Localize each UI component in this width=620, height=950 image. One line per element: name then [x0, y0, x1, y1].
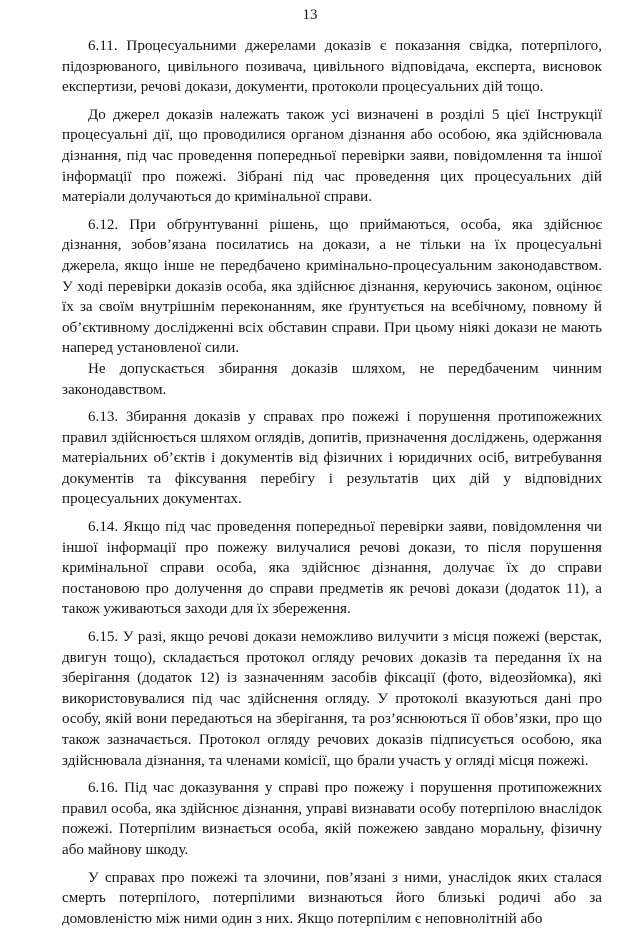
page-number: 13: [302, 7, 318, 23]
paragraph-6-13: 6.13. Збирання доказів у справах про пожежі і порушення протипожежних правил здійснюється шляхом оглядів, допитів, призначення досліджень, одержання матеріальних об’єктів і документів від фізичних і юридичних осіб, витребування документів та фіксування перебігу і результатів цих дій у відповідних процесуальних документах.: [62, 409, 602, 508]
paragraph-6-11: 6.11. Процесуальними джерелами доказів є показання свідка, потерпілого, підозрюваного, цивільного позивача, цивільного відповідача, експерта, висновок експертизи, речові докази, документи, протоколи процесуальних дій тощо.: [62, 38, 602, 96]
paragraph-victims-relatives: У справах про пожежі та злочини, пов’язані з ними, унаслідок яких сталася смерть потерпілого, потерпілими визнаються його близькі родичі або за домовленістю між ними один з них. Якщо потерпілим є неповнолітній або: [62, 869, 602, 927]
paragraph-collection-prohibition: Не допускається збирання доказів шляхом, не передбаченим чинним законодавством.: [62, 360, 602, 398]
paragraph-evidence-sources: До джерел доказів належать також усі визначені в розділі 5 цієї Інструкції процесуальні дії, що проводилися органом дізнання або особою, яка здійснювала дізнання, під час проведення попередньої перевірки заяви, повідомлення та іншої інформації про пожежі. Зібрані під час проведення цих процесуальних дій матеріали долучаються до кримінальної справи.: [62, 106, 602, 206]
paragraph-6-12: 6.12. При обґрунтуванні рішень, що приймаються, особа, яка здійснює дізнання, зобов’язана посилатись на докази, а не тільки на їх процесуальні джерела, якщо інше не передбачено кримінально-процесуальним законодавством. У ході перевірки доказів особа, яка здійснює дізнання, керуючись законом, оцінює їх за своїм внутрішнім переконанням, яке ґрунтується на всебічному, повному й об’єктивному дослідженні всіх обставин справи. При цьому ніякі докази не мають наперед установленої сили.: [62, 216, 602, 357]
paragraph-6-15: 6.15. У разі, якщо речові докази неможливо вилучити з місця пожежі (верстак, двигун тощо), складається протокол огляду речових доказів та передання їх на зберігання (додаток 12) із зазначенням засобів фіксації (фото, відеозйомка), які використовувалися під час здійснення огляду. У протоколі вказуються дані про особу, якій вони передаються на зберігання, та роз’яснюються її обов’язки, про що також зазначається. Протокол огляду речових доказів підписується особою, яка здійснювала дізнання, та членами комісії, що брали участь у огляді місця пожежі.: [62, 629, 602, 769]
document-body: [62, 36, 602, 929]
paragraph-6-14: 6.14. Якщо під час проведення попередньої перевірки заяви, повідомлення чи іншої інформації про пожежу вилучалися речові докази, то після порушення кримінальної справи особа, яка здійснює дізнання, долучає їх до справи постановою про долучення до справи предметів як речові докази (додаток 11), а також уживаються заходи для їх збереження.: [62, 519, 602, 618]
paragraph-6-16: 6.16. Під час доказування у справі про пожежу і порушення протипожежних правил особа, яка здійснює дізнання, управі визнавати особу потерпілою внаслідок пожежі. Потерпілим визнається особа, якій пожежею завдано моральну, фізичну або майнову шкоду.: [62, 780, 602, 858]
